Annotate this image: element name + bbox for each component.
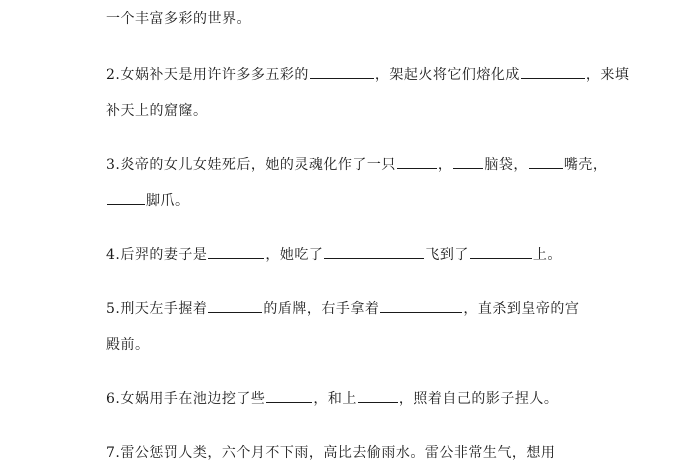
question-4-line-1 (106, 246, 562, 264)
answer-blank[interactable] (380, 300, 462, 313)
question-5-line-2 (106, 336, 150, 354)
answer-blank[interactable] (208, 300, 262, 313)
answer-blank[interactable] (358, 390, 398, 403)
question-text: 4.后羿的妻子是 (106, 247, 208, 263)
answer-blank[interactable] (324, 246, 424, 259)
answer-blank[interactable] (310, 66, 374, 79)
question-1-line-1 (106, 10, 251, 28)
question-3-line-1 (106, 156, 607, 174)
question-text: ，她吃了 (265, 247, 324, 263)
question-text: 脑袋， (484, 157, 528, 173)
question-text: ，照着自己的影子捏人。 (398, 391, 559, 407)
question-text: 7.雷公惩罚人类，六个月不下雨，高比去偷雨水。雷公非常生气，想用 (106, 445, 556, 461)
question-text: ，和上 (313, 391, 357, 407)
question-text: 飞到了 (425, 247, 469, 263)
question-text: 脚爪。 (146, 193, 190, 209)
question-text: ， (437, 157, 453, 173)
question-text: 上。 (532, 247, 562, 263)
question-text: 2.女娲补天是用许许多多五彩的 (106, 67, 309, 83)
answer-blank[interactable] (107, 192, 145, 205)
question-text: 殿前。 (106, 337, 150, 353)
question-2-line-2 (106, 102, 208, 120)
question-text: 补天上的窟窿。 (106, 103, 208, 119)
question-text: 一个丰富多彩的世界。 (106, 11, 251, 27)
question-2-line-1 (106, 66, 629, 84)
question-text: 5.刑天左手握着 (106, 301, 208, 317)
answer-blank[interactable] (208, 246, 264, 259)
question-5-line-1 (106, 300, 579, 318)
question-text: 3.炎帝的女儿女娃死后，她的灵魂化作了一只 (106, 157, 396, 173)
answer-blank[interactable] (470, 246, 532, 259)
answer-blank[interactable] (521, 66, 585, 79)
question-text: 6.女娲用手在池边挖了些 (106, 391, 266, 407)
question-3-line-2 (106, 192, 190, 210)
question-7-line-1 (106, 444, 555, 462)
question-text: ，来填 (585, 67, 630, 83)
answer-blank[interactable] (397, 156, 437, 169)
answer-blank[interactable] (529, 156, 563, 169)
question-6-line-1 (106, 390, 558, 408)
question-text: 嘴壳， (563, 157, 608, 173)
question-text: ，架起火将它们熔化成 (374, 67, 520, 83)
question-text: 的盾牌，右手拿着 (263, 301, 380, 317)
answer-blank[interactable] (266, 390, 312, 403)
answer-blank[interactable] (453, 156, 483, 169)
question-text: ，直杀到皇帝的宫 (463, 301, 580, 317)
